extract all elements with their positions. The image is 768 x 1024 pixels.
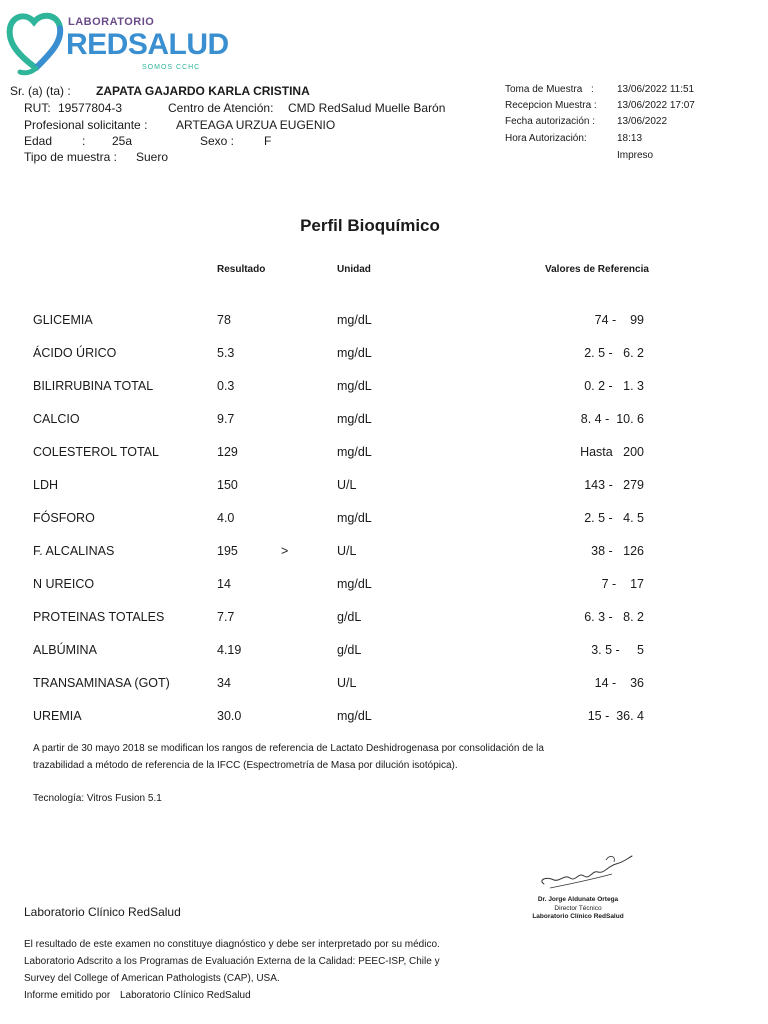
print-status: Impreso <box>617 150 654 161</box>
test-unit: mg/dL <box>337 313 372 327</box>
note-line-2: trazabilidad a método de referencia de la IFCC (Espectrometría de Masa por dilución isotópica). <box>33 760 458 771</box>
center-value: CMD RedSalud Muelle Barón <box>288 101 446 115</box>
reference-range: 143 - 279 <box>584 478 644 492</box>
footer-line-2: Laboratorio Adscrito a los Programas de Evaluación Externa de la Calidad: PEEC-ISP, Chile y <box>24 956 440 967</box>
page-title: Perfil Bioquímico <box>300 216 440 235</box>
sample-value: Suero <box>136 150 169 164</box>
test-result: 14 <box>217 577 231 591</box>
signature-block <box>520 850 636 922</box>
redsalud-logo <box>6 6 229 80</box>
professional-value: ARTEAGA URZUA EUGENIO <box>176 118 336 132</box>
test-name: LDH <box>33 478 59 492</box>
table-row <box>0 643 768 663</box>
test-unit: g/dL <box>337 643 362 657</box>
recepcion-value: 13/06/2022 17:07 <box>617 100 695 111</box>
test-unit: U/L <box>337 676 357 690</box>
toma-label: Toma de Muestra <box>505 84 583 95</box>
note-line-1: A partir de 30 mayo 2018 se modifican los rangos de referencia de Lactato Deshidrogenasa por consolidación de la <box>33 743 544 754</box>
test-unit: U/L <box>337 544 357 558</box>
rut-label: RUT: <box>24 101 51 115</box>
test-unit: mg/dL <box>337 445 372 459</box>
footer-issued-label: Informe emitido por <box>24 990 111 1001</box>
sample-label: Tipo de muestra : <box>24 150 117 164</box>
table-row <box>0 709 768 729</box>
signature-name: Dr. Jorge Aldunate Ortega <box>537 896 619 903</box>
toma-colon: : <box>591 84 594 95</box>
signature-role: Director Técnico <box>554 905 602 912</box>
reference-range: 2. 5 - 4. 5 <box>584 511 644 525</box>
logo-tagline: SOMOS CCHC <box>142 64 201 71</box>
signature-scribble-icon <box>520 850 636 892</box>
reference-range: 14 - 36 <box>594 676 644 690</box>
test-name: ALBÚMINA <box>33 643 97 657</box>
table-row <box>0 610 768 630</box>
logo-brand: REDSALUD <box>66 28 229 61</box>
test-name: N UREICO <box>33 577 95 591</box>
test-unit: g/dL <box>337 610 362 624</box>
test-result: 4.19 <box>217 643 242 657</box>
age-separator: : <box>82 134 86 148</box>
test-result: 9.7 <box>217 412 235 426</box>
test-name: F. ALCALINAS <box>33 544 115 558</box>
name-label: Sr. (a) (ta) : <box>10 84 71 98</box>
age-label: Edad <box>24 134 53 148</box>
reference-range: 3. 5 - 5 <box>591 643 644 657</box>
test-result: 0.3 <box>217 379 235 393</box>
test-result: 195 <box>217 544 238 558</box>
professional-label: Profesional solicitante : <box>24 118 148 132</box>
table-row <box>0 412 768 432</box>
reference-range: 74 - 99 <box>594 313 644 327</box>
test-name: GLICEMIA <box>33 313 93 327</box>
test-unit: mg/dL <box>337 577 372 591</box>
reference-range: 7 - 17 <box>601 577 644 591</box>
patient-name: ZAPATA GAJARDO KARLA CRISTINA <box>96 84 310 98</box>
test-result: 5.3 <box>217 346 235 360</box>
test-name: UREMIA <box>33 709 82 723</box>
test-unit: mg/dL <box>337 379 372 393</box>
test-unit: mg/dL <box>337 709 372 723</box>
column-resultado: Resultado <box>217 264 266 275</box>
toma-value: 13/06/2022 11:51 <box>617 84 695 95</box>
sex-value: F <box>264 134 272 148</box>
column-unidad: Unidad <box>337 264 371 275</box>
column-referencia: Valores de Referencia <box>545 264 649 275</box>
technology-note: Tecnología: Vitros Fusion 5.1 <box>33 793 162 804</box>
reference-range: 6. 3 - 8. 2 <box>584 610 644 624</box>
test-result: 150 <box>217 478 238 492</box>
reference-range: 8. 4 - 10. 6 <box>580 412 644 426</box>
reference-range: 2. 5 - 6. 2 <box>584 346 644 360</box>
table-row <box>0 577 768 597</box>
test-name: ÁCIDO ÚRICO <box>33 346 117 360</box>
center-label: Centro de Atención: <box>168 101 274 115</box>
test-name: BILIRRUBINA TOTAL <box>33 379 154 393</box>
test-result: 78 <box>217 313 231 327</box>
table-row <box>0 478 768 498</box>
hora-autorizacion-value: 18:13 <box>617 133 643 144</box>
table-row <box>0 379 768 399</box>
hora-autorizacion-label: Hora Autorización: <box>505 133 587 144</box>
footer-line-1: El resultado de este examen no constituye diagnóstico y debe ser interpretado por su médico. <box>24 939 440 950</box>
table-row <box>0 511 768 531</box>
test-result: 7.7 <box>217 610 235 624</box>
test-unit: U/L <box>337 478 357 492</box>
table-row <box>0 313 768 333</box>
table-row <box>0 676 768 696</box>
test-result: 34 <box>217 676 231 690</box>
test-name: TRANSAMINASA (GOT) <box>33 676 170 690</box>
heart-logo-icon <box>6 6 66 78</box>
table-row <box>0 346 768 366</box>
reference-range: 0. 2 - 1. 3 <box>584 379 644 393</box>
recepcion-label: Recepcion Muestra : <box>505 100 597 111</box>
table-row <box>0 445 768 465</box>
test-name: CALCIO <box>33 412 80 426</box>
logo-laboratorio: LABORATORIO <box>68 16 155 28</box>
table-row <box>0 544 768 564</box>
signature-lab: Laboratorio Clínico RedSalud <box>532 913 624 920</box>
abnormal-flag: > <box>281 544 289 558</box>
footer-issued-by: Laboratorio Clínico RedSalud <box>120 990 251 1001</box>
rut-value: 19577804-3 <box>58 101 123 115</box>
fecha-autorizacion-label: Fecha autorización : <box>505 116 596 127</box>
age-value: 25a <box>112 134 133 148</box>
test-unit: mg/dL <box>337 412 372 426</box>
test-unit: mg/dL <box>337 346 372 360</box>
reference-range: Hasta 200 <box>580 445 644 459</box>
test-unit: mg/dL <box>337 511 372 525</box>
footer-line-3: Survey del College of American Pathologists (CAP), USA. <box>24 973 280 984</box>
reference-range: 38 - 126 <box>591 544 644 558</box>
footer-lab-name: Laboratorio Clínico RedSalud <box>24 905 181 919</box>
test-name: COLESTEROL TOTAL <box>33 445 159 459</box>
fecha-autorizacion-value: 13/06/2022 <box>617 116 668 127</box>
sex-label: Sexo : <box>200 134 235 148</box>
test-result: 129 <box>217 445 238 459</box>
test-name: PROTEINAS TOTALES <box>33 610 165 624</box>
reference-range: 15 - 36. 4 <box>587 709 644 723</box>
test-name: FÓSFORO <box>33 511 95 525</box>
test-result: 30.0 <box>217 709 242 723</box>
test-result: 4.0 <box>217 511 235 525</box>
